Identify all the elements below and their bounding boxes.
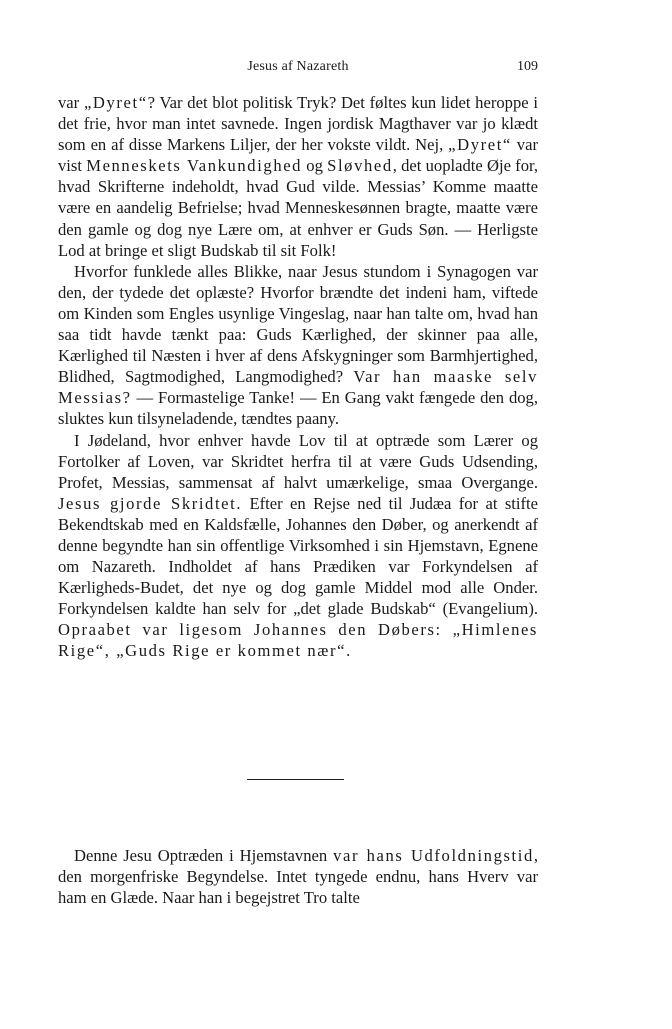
text-run: , den morgenfriske Begyndelse. Intet tyngede endnu, hans Hverv var ham en Glæde. Naar han i begejstret Tro talte [58, 846, 538, 908]
text-section-1 [58, 92, 538, 662]
running-head [58, 59, 538, 79]
text-section-2 [58, 845, 538, 908]
paragraph-4 [58, 845, 538, 908]
text-run: og [302, 156, 328, 176]
text-run: Hvorfor funklede alles Blikke, naar Jesus stundom i Synagogen var den, der tydede det oplæste? Hvorfor brændte det indeni ham, viftede om Kinden som Engles usynlige Vingeslag, naar han talte om, hvad han saa tidt havde tænkt paa: Guds Kærlighed, der skinner paa alle, Kærlighed til Næsten i hver af dens Afskygninger som Barmhjertighed, Blidhed, Sagtmodighed, Langmodighed? [58, 261, 538, 387]
text-run: I Jødeland, hvor enhver havde Lov til at optræde som Lærer og Fortolker af Loven, var Skridtet herfra til at være Guds Udsending, Profet, Messias, sammensat af halvt umærkelige, smaa Overgange. [58, 430, 538, 492]
text-run: , det uopladte Øje for, hvad Skrifterne indeholdt, hvad Gud vilde. Messias’ Komme maatte være en aandelig Befrielse; hvad Menneskesønnen bragte, maatte være den gamle og dog nye Lære om, at enhver er Guds Søn. — Herligste Lod at bringe et sligt Budskab til sit Folk! [58, 156, 539, 260]
text-run-spaced: „Dyret“ [448, 135, 512, 155]
text-run-spaced: var hans Udfoldningstid [333, 846, 534, 865]
text-run: Efter en Rejse ned til Judæa for at stifte Bekendtskab med en Kaldsfælle, Johannes den Døber, og anerkendt af denne begyndte han sin offentlige Virksomhed i sin Hjemstavn, Egnene om Nazareth. Indholdet af hans Prædiken var Forkyndelsen af Kærligheds-Budet, det nye og dog gamle Middel mod alle Onder. Forkyndelsen kaldte han selv for „det glade Budskab“ (Evangelium). [58, 493, 538, 619]
text-run: var [58, 93, 84, 112]
text-run-spaced: Sløvhed [327, 156, 393, 176]
paragraph-2 [58, 261, 538, 430]
text-run-spaced: Opraabet var ligesom Johannes den Døbers: „Himlenes Rige“, „Guds Rige er kommet nær“. [58, 620, 538, 661]
paragraph-1 [58, 92, 538, 261]
text-run-spaced: Menneskets Vankundighed [86, 156, 303, 176]
text-run: var vist [58, 135, 538, 176]
text-run: Denne Jesu Optræden i Hjemstavnen [74, 846, 334, 865]
paragraph-3 [58, 430, 538, 662]
running-title: Jesus af Nazareth [247, 59, 349, 74]
page-number: 109 [517, 59, 538, 74]
text-run: — Formastelige Tanke! — En Gang vakt fængede den dog, sluktes kun tilsyneladende, tændtes paany. [58, 388, 538, 429]
text-run: ? Var det blot politisk Tryk? Det føltes kun lidet heroppe i det frie, hvor man intet savnede. Ingen jordisk Magthaver var jo klædt som en af disse Markens Liljer, der her vokste vildt. Nej, [58, 93, 538, 155]
section-divider [247, 779, 344, 780]
text-run-spaced: „Dyret“ [83, 93, 148, 112]
text-run-spaced: Jesus gjorde Skridtet. [58, 493, 243, 513]
text-run-spaced: Var han maaske selv Messias? [58, 367, 538, 408]
